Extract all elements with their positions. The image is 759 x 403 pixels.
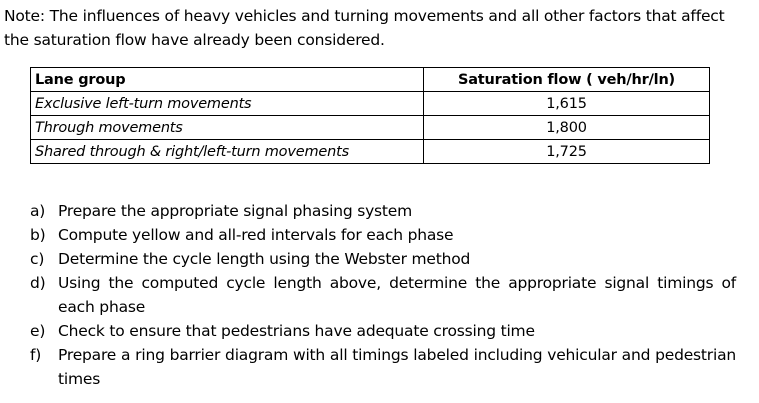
list-item-text: Compute yellow and all-red intervals for each phase [58, 226, 454, 244]
saturation-flow-cell: 1,800 [424, 116, 710, 140]
list-marker: e) [30, 322, 46, 340]
list-item-text: Determine the cycle length using the Webster method [58, 250, 471, 268]
list-item [30, 223, 736, 247]
list-item [30, 271, 736, 319]
task-list [30, 199, 736, 391]
saturation-flow-cell: 1,725 [424, 140, 710, 164]
list-item [30, 247, 736, 271]
list-marker: b) [30, 226, 46, 244]
list-marker: c) [30, 250, 45, 268]
header-lane-group: Lane group [31, 68, 424, 92]
lane-group-cell: Through movements [31, 116, 424, 140]
list-marker: a) [30, 202, 46, 220]
table-row [31, 140, 710, 164]
table-row [31, 116, 710, 140]
lane-group-cell: Shared through & right/left-turn movements [31, 140, 424, 164]
list-marker: f) [30, 346, 42, 364]
list-item [30, 343, 736, 391]
list-item-text: Prepare the appropriate signal phasing system [58, 202, 413, 220]
table-row [31, 92, 710, 116]
list-item-text: Prepare a ring barrier diagram with all timings labeled including vehicular and pedestrian times [58, 346, 736, 388]
header-saturation-flow: Saturation flow ( veh/hr/ln) [424, 68, 710, 92]
saturation-flow-table [30, 67, 710, 164]
lane-group-cell: Exclusive left-turn movements [31, 92, 424, 116]
saturation-flow-cell: 1,615 [424, 92, 710, 116]
note-text: Note: The influences of heavy vehicles and turning movements and all other factors that affect the saturation flow have already been considered. [4, 7, 725, 49]
list-item-text: Check to ensure that pedestrians have adequate crossing time [58, 322, 535, 340]
list-item [30, 319, 736, 343]
table-header-row [31, 68, 710, 92]
list-marker: d) [30, 274, 46, 292]
list-item [30, 199, 736, 223]
list-item-text: Using the computed cycle length above, determine the appropriate signal timings of each phase [58, 274, 736, 316]
